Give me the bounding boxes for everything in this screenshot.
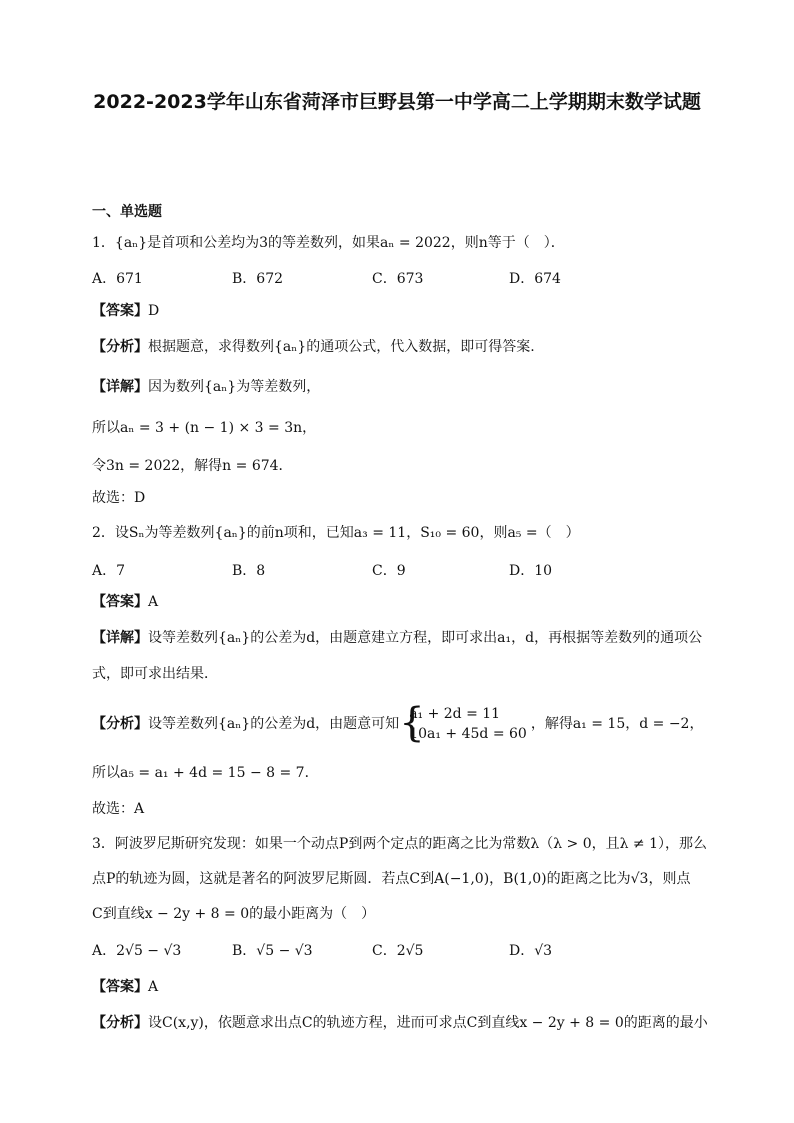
- q3-option-b: B．√5 − √3: [232, 943, 313, 959]
- q3-answer: [92, 977, 158, 997]
- detail-text: 设等差数列{aₙ}的公差为d，由题意建立方程，即可求出a₁，d，再根据等差数列的通项公: [148, 630, 703, 646]
- answer-value: D: [148, 303, 160, 319]
- q1-option-c: C．673: [372, 271, 424, 287]
- q1-answer: [92, 301, 159, 321]
- q1-option-b: B．672: [232, 271, 284, 287]
- answer-tag: 【答案】: [92, 594, 148, 610]
- analysis-text: 设等差数列{aₙ}的公差为d，由题意可知: [148, 716, 400, 732]
- q2-option-a: A．7: [92, 563, 126, 579]
- q2-detail: [92, 628, 702, 648]
- analysis-tag: 【分析】: [92, 339, 148, 355]
- q2-choice: 故选：A: [92, 801, 145, 817]
- answer-value: A: [148, 979, 159, 995]
- detail-tag: 【详解】: [92, 379, 148, 395]
- analysis-tag: 【分析】: [92, 716, 148, 732]
- q1-step-2: 令3n = 2022，解得n = 674．: [92, 458, 293, 474]
- q2-option-d: D．10: [509, 563, 553, 579]
- q3-option-c: C．2√5: [372, 943, 424, 959]
- q1-step-1: 所以aₙ = 3 + (n − 1) × 3 = 3n，: [92, 420, 317, 436]
- question-1-stem: 1．{aₙ}是首项和公差均为3的等差数列，如果aₙ = 2022，则n等于（ ）．: [92, 235, 565, 251]
- analysis-text: 根据题意，求得数列{aₙ}的通项公式，代入数据，即可得答案.: [148, 339, 535, 355]
- question-3-stem-line-1: 3．阿波罗尼斯研究发现：如果一个动点P到两个定点的距离之比为常数λ（λ > 0，且λ ≠ 1），那么: [92, 836, 708, 852]
- q1-option-d: D．674: [509, 271, 561, 287]
- q1-analysis: [92, 337, 535, 357]
- q1-choice: 故选：D: [92, 490, 146, 506]
- answer-tag: 【答案】: [92, 979, 148, 995]
- q1-option-a: A．671: [92, 271, 143, 287]
- question-3-stem-line-2: 点P的轨迹为圆，这就是著名的阿波罗尼斯圆．若点C到A(−1,0)，B(1,0)的距离之比为√3，则点: [92, 871, 691, 887]
- q2-option-b: B．8: [232, 563, 266, 579]
- q2-answer: [92, 592, 158, 612]
- analysis-text: 设C(x,y)，依题意求出点C的轨迹方程，进而可求点C到直线x − 2y + 8 = 0的距离的最小: [148, 1015, 708, 1031]
- q3-option-a: A．2√5 − √3: [92, 943, 182, 959]
- q2-detail-cont: 式，即可求出结果．: [92, 666, 218, 682]
- answer-tag: 【答案】: [92, 303, 148, 319]
- q3-analysis: [92, 1013, 708, 1033]
- question-3-stem-line-3: C到直线x − 2y + 8 = 0的最小距离为（ ）: [92, 906, 376, 922]
- equation-row: a₁ + 2d = 11: [409, 706, 501, 722]
- brace-icon: {: [399, 700, 425, 746]
- equation-row: 10a₁ + 45d = 60: [409, 726, 527, 742]
- equation-system: [399, 700, 527, 746]
- page-title: 2022-2023学年山东省菏泽市巨野县第一中学高二上学期期末数学试题: [93, 91, 701, 113]
- q2-analysis: [92, 702, 703, 746]
- section-heading: 一、单选题: [92, 204, 162, 220]
- detail-text: 因为数列{aₙ}为等差数列，: [148, 379, 321, 395]
- analysis-result: ，解得a₁ = 15，d = −2，: [530, 716, 704, 732]
- analysis-tag: 【分析】: [92, 1015, 148, 1031]
- q2-option-c: C．9: [372, 563, 406, 579]
- answer-value: A: [148, 594, 159, 610]
- detail-tag: 【详解】: [92, 630, 148, 646]
- question-2-stem: 2．设Sₙ为等差数列{aₙ}的前n项和，已知a₃ = 11，S₁₀ = 60，则a₅ =（ ）: [92, 525, 580, 541]
- q2-step-1: 所以a₅ = a₁ + 4d = 15 − 8 = 7．: [92, 765, 319, 781]
- q3-option-d: D．√3: [509, 943, 553, 959]
- q1-detail: [92, 377, 320, 397]
